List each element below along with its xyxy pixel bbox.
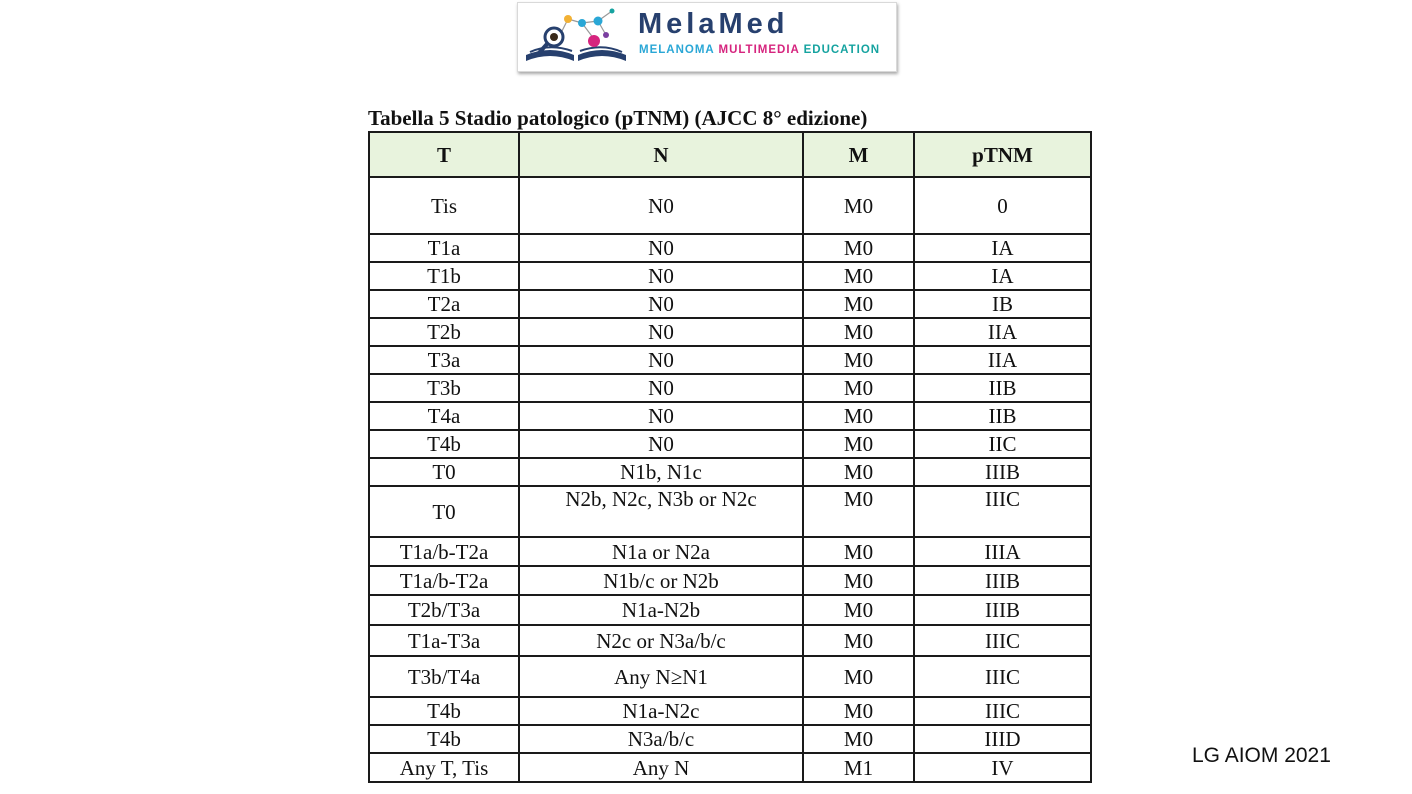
cell-ptnm: IIB: [914, 402, 1091, 430]
cell-t: T0: [369, 486, 519, 537]
table-row: [369, 595, 1091, 625]
cell-n: N1b/c or N2b: [519, 566, 803, 595]
table-row: [369, 566, 1091, 595]
table-body: [369, 177, 1091, 782]
cell-n: Any N: [519, 753, 803, 782]
table-row: [369, 725, 1091, 753]
cell-n: N0: [519, 430, 803, 458]
cell-n: N0: [519, 346, 803, 374]
cell-m: M0: [803, 177, 914, 234]
cell-n: N3a/b/c: [519, 725, 803, 753]
cell-ptnm: IIIA: [914, 537, 1091, 566]
table-caption: Tabella 5 Stadio patologico (pTNM) (AJCC 8° edizione): [368, 106, 868, 130]
cell-ptnm: IIIC: [914, 486, 1091, 537]
table-row: [369, 318, 1091, 346]
header-n: N: [519, 132, 803, 177]
cell-ptnm: IV: [914, 753, 1091, 782]
table-row: [369, 697, 1091, 725]
cell-m: M0: [803, 697, 914, 725]
table-row: [369, 374, 1091, 402]
cell-t: T1a-T3a: [369, 625, 519, 656]
table-row: [369, 537, 1091, 566]
cell-n: N0: [519, 374, 803, 402]
cell-n: N1a-N2b: [519, 595, 803, 625]
cell-n: N1a-N2c: [519, 697, 803, 725]
cell-t: T4a: [369, 402, 519, 430]
cell-ptnm: IA: [914, 234, 1091, 262]
cell-n: N0: [519, 318, 803, 346]
table-row: [369, 753, 1091, 782]
cell-ptnm: IIIC: [914, 697, 1091, 725]
cell-m: M0: [803, 290, 914, 318]
cell-t: T0: [369, 458, 519, 486]
cell-t: T1b: [369, 262, 519, 290]
table-row: [369, 290, 1091, 318]
cell-m: M1: [803, 753, 914, 782]
cell-ptnm: IIIB: [914, 566, 1091, 595]
cell-t: T3b/T4a: [369, 656, 519, 697]
table-row: [369, 234, 1091, 262]
cell-t: T2b: [369, 318, 519, 346]
cell-m: M0: [803, 458, 914, 486]
cell-t: T4b: [369, 697, 519, 725]
table-row: [369, 430, 1091, 458]
melamed-logo: [517, 2, 897, 72]
table-row: [369, 486, 1091, 537]
cell-t: T4b: [369, 725, 519, 753]
cell-n: N0: [519, 262, 803, 290]
cell-m: M0: [803, 374, 914, 402]
logo-name: MelaMed: [638, 8, 789, 40]
cell-n: N1a or N2a: [519, 537, 803, 566]
cell-ptnm: IIA: [914, 346, 1091, 374]
cell-n: N0: [519, 290, 803, 318]
cell-n: N0: [519, 177, 803, 234]
header-m: M: [803, 132, 914, 177]
cell-ptnm: IA: [914, 262, 1091, 290]
cell-ptnm: IIIC: [914, 656, 1091, 697]
cell-ptnm: IIIB: [914, 458, 1091, 486]
cell-t: T2a: [369, 290, 519, 318]
cell-ptnm: IIC: [914, 430, 1091, 458]
cell-n: N2c or N3a/b/c: [519, 625, 803, 656]
cell-m: M0: [803, 430, 914, 458]
logo-tagline-multimedia: MULTIMEDIA: [718, 44, 804, 56]
logo-tagline-education: EDUCATION: [803, 44, 881, 56]
cell-t: T1a/b-T2a: [369, 537, 519, 566]
cell-ptnm: IIIC: [914, 625, 1091, 656]
cell-t: T1a/b-T2a: [369, 566, 519, 595]
cell-t: Any T, Tis: [369, 753, 519, 782]
cell-ptnm: IIA: [914, 318, 1091, 346]
cell-m: M0: [803, 625, 914, 656]
table-row: [369, 458, 1091, 486]
cell-n: N0: [519, 234, 803, 262]
table-row: [369, 262, 1091, 290]
cell-ptnm: IIB: [914, 374, 1091, 402]
cell-m: M0: [803, 262, 914, 290]
cell-m: M0: [803, 595, 914, 625]
cell-ptnm: 0: [914, 177, 1091, 234]
cell-n: N1b, N1c: [519, 458, 803, 486]
header-t: T: [369, 132, 519, 177]
cell-t: T4b: [369, 430, 519, 458]
table-row: [369, 177, 1091, 234]
cell-t: T2b/T3a: [369, 595, 519, 625]
cell-m: M0: [803, 402, 914, 430]
table-row: [369, 402, 1091, 430]
cell-m: M0: [803, 566, 914, 595]
cell-t: T3b: [369, 374, 519, 402]
cell-t: Tis: [369, 177, 519, 234]
staging-table: [368, 131, 1092, 783]
cell-m: M0: [803, 725, 914, 753]
cell-ptnm: IIIB: [914, 595, 1091, 625]
cell-t: T3a: [369, 346, 519, 374]
table-header-row: [369, 132, 1091, 177]
magnifier-book-logo-icon: [520, 5, 632, 67]
cell-m: M0: [803, 656, 914, 697]
source-note: LG AIOM 2021: [1192, 744, 1331, 767]
table-row: [369, 625, 1091, 656]
cell-n: N2b, N2c, N3b or N2c: [519, 486, 803, 537]
table-row: [369, 656, 1091, 697]
header-ptnm: pTNM: [914, 132, 1091, 177]
table-row: [369, 346, 1091, 374]
cell-n: N0: [519, 402, 803, 430]
logo-tagline: [639, 43, 899, 57]
cell-m: M0: [803, 234, 914, 262]
cell-ptnm: IB: [914, 290, 1091, 318]
cell-n: Any N≥N1: [519, 656, 803, 697]
cell-m: M0: [803, 318, 914, 346]
cell-m: M0: [803, 486, 914, 537]
cell-ptnm: IIID: [914, 725, 1091, 753]
cell-m: M0: [803, 537, 914, 566]
cell-t: T1a: [369, 234, 519, 262]
cell-m: M0: [803, 346, 914, 374]
logo-tagline-melanoma: MELANOMA: [639, 44, 719, 56]
